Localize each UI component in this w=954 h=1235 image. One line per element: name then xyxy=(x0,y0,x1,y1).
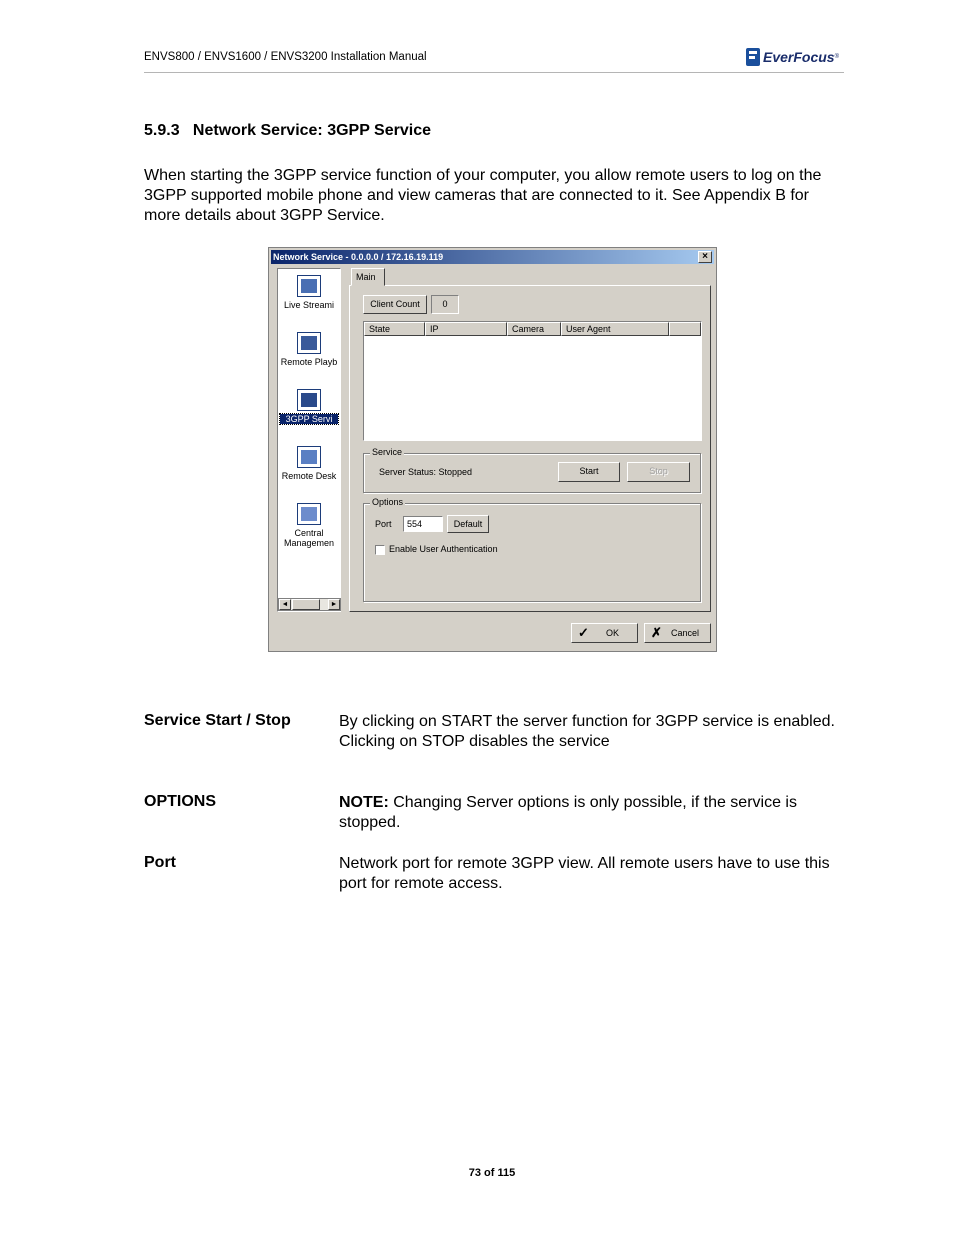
cancel-button[interactable] xyxy=(644,623,711,643)
enable-user-authentication-checkbox[interactable] xyxy=(375,545,385,555)
sidebar-item-remote-playback[interactable] xyxy=(278,332,340,367)
close-button[interactable]: × xyxy=(698,251,712,263)
client-list[interactable] xyxy=(363,321,702,441)
everfocus-logo-icon xyxy=(746,48,760,66)
page-number: 73 of 115 xyxy=(468,1167,516,1179)
options-group-label: Options xyxy=(372,497,404,507)
definition-service-start-stop xyxy=(339,712,839,752)
sidebar-item-3gpp-service[interactable] xyxy=(278,389,340,424)
definition-line: By clicking on START the server function for 3GPP service is enabled. xyxy=(339,713,835,730)
column-header-ip[interactable]: IP xyxy=(425,322,507,336)
sidebar-item-label: 3GPP Servi xyxy=(280,414,338,424)
service-sidebar xyxy=(277,268,341,612)
start-button[interactable]: Start xyxy=(558,462,620,482)
note-text: Changing Server options is only possible, if the service is stopped. xyxy=(339,794,797,831)
network-service-dialog xyxy=(268,247,717,652)
service-group xyxy=(363,447,701,493)
term-options: OPTIONS xyxy=(144,793,217,810)
server-status-text: Server Status: Stopped xyxy=(379,467,473,477)
cross-icon: ✗ xyxy=(651,625,662,640)
column-header-camera[interactable]: Camera xyxy=(507,322,561,336)
column-header-filler xyxy=(669,322,701,336)
definition-options xyxy=(339,793,839,833)
enable-user-authentication-label: Enable User Authentication xyxy=(389,544,498,554)
section-title: 5.9.3 Network Service: 3GPP Service xyxy=(144,122,431,139)
definition-port xyxy=(339,854,839,894)
column-header-user-agent[interactable]: User Agent xyxy=(561,322,669,336)
note-label: NOTE: xyxy=(339,794,389,811)
cancel-label: Cancel xyxy=(671,628,700,638)
sidebar-scrollbar[interactable] xyxy=(278,598,341,611)
definition-line: Clicking on STOP disables the service xyxy=(339,733,610,750)
sidebar-item-central-management[interactable] xyxy=(278,503,340,548)
port-label: Port xyxy=(375,519,392,529)
manual-title: ENVS800 / ENVS1600 / ENVS3200 Installation Manual xyxy=(144,51,427,63)
header-divider xyxy=(144,72,844,73)
intro-paragraph: When starting the 3GPP service function of your computer, you allow remote users to log on the 3GPP supported mobile phone and view cameras that are connected to it. See Appendix B for more details about 3GPP Service. xyxy=(144,167,822,224)
scroll-left-icon[interactable]: ◄ xyxy=(279,599,291,610)
column-header-state[interactable]: State xyxy=(364,322,425,336)
sidebar-item-label: Central xyxy=(294,528,324,538)
client-count-value: 0 xyxy=(431,295,459,314)
service-group-label: Service xyxy=(372,447,403,457)
dialog-title: Network Service - 0.0.0.0 / 172.16.19.119 xyxy=(273,252,444,262)
scroll-thumb[interactable] xyxy=(292,599,320,610)
3gpp-icon xyxy=(297,389,321,411)
logo-registered-mark: ® xyxy=(834,54,840,60)
port-input[interactable]: 554 xyxy=(403,516,443,532)
everfocus-logo xyxy=(746,47,839,67)
monitor-icon xyxy=(297,275,321,297)
sidebar-item-label-line2: Managemen xyxy=(283,538,335,548)
sidebar-item-remote-desktop[interactable] xyxy=(278,446,340,481)
remote-desktop-icon xyxy=(297,446,321,468)
stop-button[interactable]: Stop xyxy=(627,462,690,482)
sidebar-item-live-streaming[interactable] xyxy=(278,275,340,310)
default-button[interactable]: Default xyxy=(447,515,489,533)
dialog-titlebar xyxy=(271,250,714,264)
ok-button[interactable] xyxy=(571,623,638,643)
logo-text: EverFocus xyxy=(763,49,835,65)
sidebar-item-label: Remote Desk xyxy=(281,471,337,481)
term-service-start-stop: Service Start / Stop xyxy=(144,712,291,729)
definition-line: Network port for remote 3GPP view. All remote users have to use this port for remote access. xyxy=(339,855,830,892)
client-count-label: Client Count xyxy=(363,295,427,314)
sidebar-item-label: Remote Playb xyxy=(280,357,338,367)
tab-main[interactable]: Main xyxy=(351,268,385,286)
sidebar-item-label: Live Streami xyxy=(283,300,335,310)
scroll-right-icon[interactable]: ► xyxy=(328,599,340,610)
checkmark-icon: ✓ xyxy=(578,625,589,640)
central-management-icon xyxy=(297,503,321,525)
options-group xyxy=(363,497,701,602)
play-icon xyxy=(297,332,321,354)
ok-label: OK xyxy=(606,628,620,638)
term-port: Port xyxy=(144,854,176,871)
